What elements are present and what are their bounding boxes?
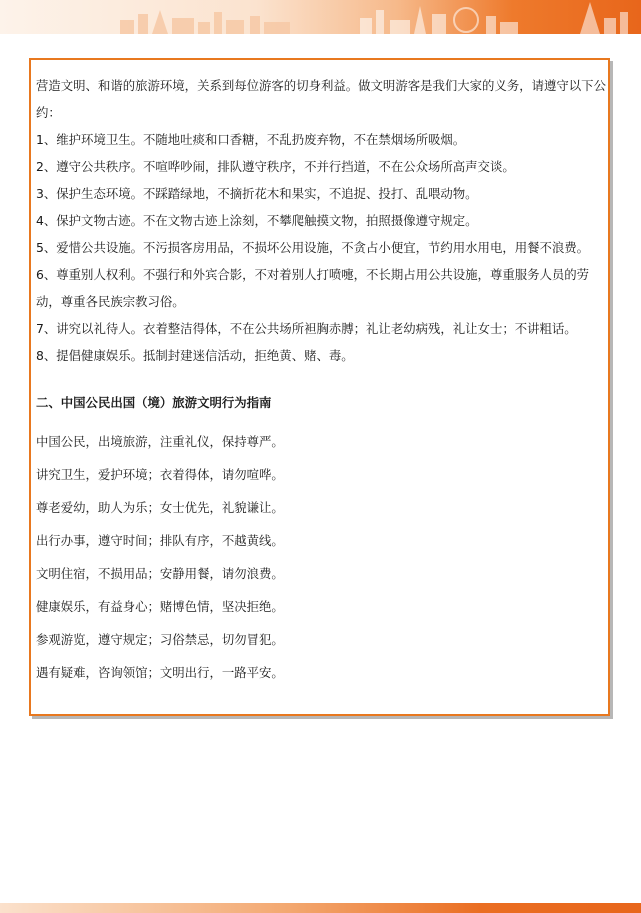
guide-line: 出行办事，遵守时间；排队有序，不越黄线。 xyxy=(36,533,284,548)
guide-line: 文明住宿，不损用品；安静用餐，请勿浪费。 xyxy=(36,566,284,581)
guide-line: 健康娱乐，有益身心；赌博色情，坚决拒绝。 xyxy=(36,599,284,614)
guide-line: 讲究卫生，爱护环境；衣着得体，请勿喧哗。 xyxy=(36,467,284,482)
guide-line: 遇有疑难，咨询领馆；文明出行，一路平安。 xyxy=(36,665,284,680)
rule-item: 7、讲究以礼待人。衣着整洁得体，不在公共场所袒胸赤膊；礼让老幼病残，礼让女士；不讲粗话。 xyxy=(36,321,577,336)
rule-item: 8、提倡健康娱乐。抵制封建迷信活动，拒绝黄、赌、毒。 xyxy=(36,348,354,363)
intro-paragraph: 营造文明、和谐的旅游环境，关系到每位游客的切身利益。做文明游客是我们大家的义务，请遵守以下公约： xyxy=(36,78,606,120)
guide-line: 尊老爱幼，助人为乐；女士优先，礼貌谦让。 xyxy=(36,500,284,515)
footer-banner xyxy=(0,903,641,913)
guide-line: 中国公民，出境旅游，注重礼仪，保持尊严。 xyxy=(36,434,284,449)
rule-item: 4、保护文物古迹。不在文物古迹上涂刻，不攀爬触摸文物，拍照摄像遵守规定。 xyxy=(36,213,478,228)
header-banner xyxy=(0,0,641,34)
guide-line: 参观游览，遵守规定；习俗禁忌，切勿冒犯。 xyxy=(36,632,284,647)
document-body xyxy=(36,72,608,689)
rule-item: 5、爱惜公共设施。不污损客房用品，不损坏公用设施，不贪占小便宜，节约用水用电，用餐不浪费。 xyxy=(36,240,590,255)
rule-item: 6、尊重别人权利。不强行和外宾合影，不对着别人打喷嚏，不长期占用公共设施，尊重服务人员的劳动，尊重各民族宗教习俗。 xyxy=(36,267,590,309)
rule-item: 1、维护环境卫生。不随地吐痰和口香糖，不乱扔废弃物，不在禁烟场所吸烟。 xyxy=(36,132,466,147)
rule-item: 2、遵守公共秩序。不喧哗吵闹，排队遵守秩序，不并行挡道，不在公众场所高声交谈。 xyxy=(36,159,515,174)
rule-item: 3、保护生态环境。不踩踏绿地，不摘折花木和果实，不追捉、投打、乱喂动物。 xyxy=(36,186,478,201)
section-heading: 二、中国公民出国（境）旅游文明行为指南 xyxy=(36,395,272,410)
city-skyline-icon xyxy=(0,0,641,34)
